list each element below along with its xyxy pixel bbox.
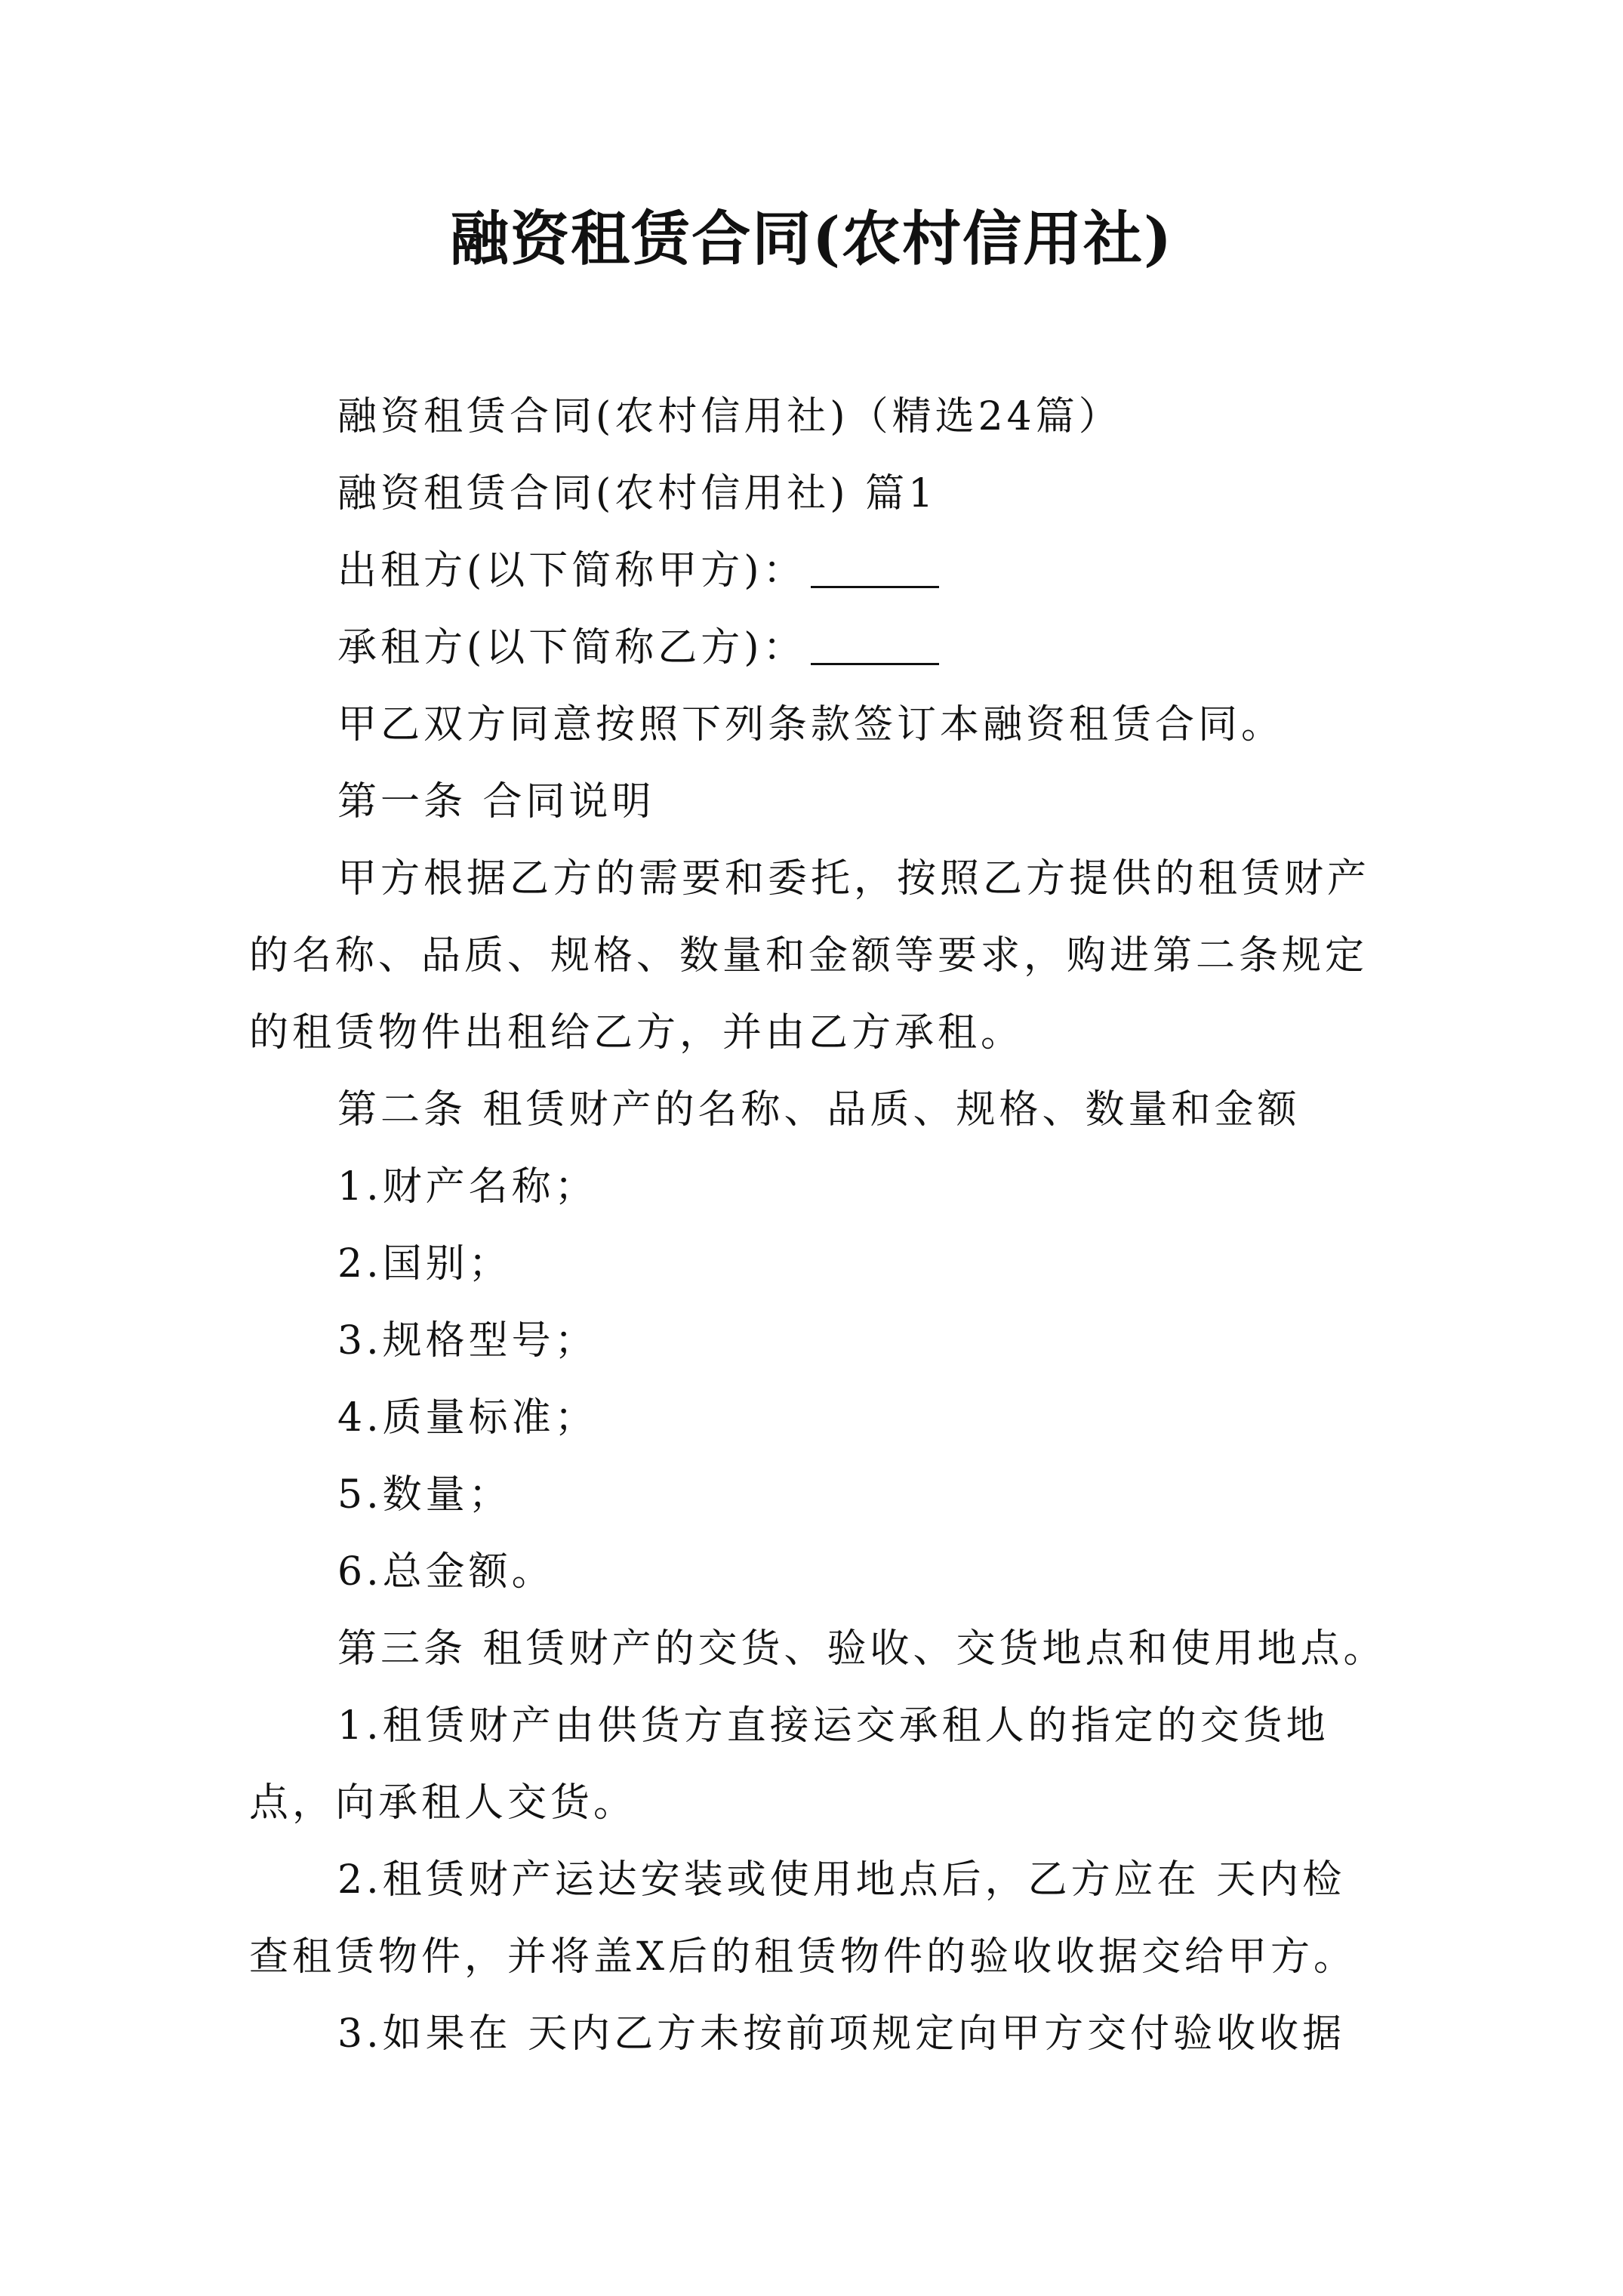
paragraph-line: 2.租赁财产运达安装或使用地点后，乙方应在 天内检 (337, 1857, 1346, 1903)
list-item: 1.财产名称； (337, 1164, 598, 1210)
paragraph-line: 1.租赁财产由供货方直接运交承租人的指定的交货地 (337, 1703, 1329, 1749)
lessor-label: 出租方(以下简称甲方)： (337, 548, 806, 593)
paragraph-line: 的租赁物件出租给乙方，并由乙方承租。 (249, 1010, 1024, 1056)
lessee-blank (811, 658, 939, 665)
lessor-blank (811, 581, 939, 588)
paragraph-line: 点，向承租人交货。 (249, 1780, 637, 1826)
list-item: 2.国别； (337, 1241, 512, 1287)
lessee-line (337, 618, 939, 678)
list-item: 5.数量； (337, 1472, 512, 1518)
subtitle-line: 融资租赁合同(农村信用社)（精选24篇） (337, 394, 1122, 439)
list-item: 6.总金额。 (337, 1549, 555, 1595)
article-heading: 第二条 租赁财产的名称、品质、规格、数量和金额 (337, 1087, 1301, 1133)
article-heading: 第一条 合同说明 (337, 779, 655, 824)
article-heading: 第三条 租赁财产的交货、验收、交货地点和使用地点。 (337, 1626, 1387, 1672)
lessor-line (337, 541, 939, 601)
section-heading: 融资租赁合同(农村信用社) 篇1 (337, 471, 938, 516)
paragraph-line: 甲方根据乙方的需要和委托，按照乙方提供的租赁财产 (337, 856, 1371, 901)
paragraph-line: 的名称、品质、规格、数量和金额等要求，购进第二条规定 (249, 933, 1369, 978)
paragraph-line: 查租赁物件，并将盖X后的租赁物件的验收收据交给甲方。 (249, 1934, 1357, 1980)
paragraph-line: 甲乙双方同意按照下列条款签订本融资租赁合同。 (337, 702, 1285, 747)
document-title: 融资租赁合同(农村信用社) (450, 205, 1173, 273)
paragraph-line: 3.如果在 天内乙方未按前项规定向甲方交付验收收据 (337, 2011, 1346, 2057)
list-item: 4.质量标准； (337, 1395, 598, 1441)
list-item: 3.规格型号； (337, 1318, 598, 1364)
lessee-label: 承租方(以下简称乙方)： (337, 625, 806, 670)
